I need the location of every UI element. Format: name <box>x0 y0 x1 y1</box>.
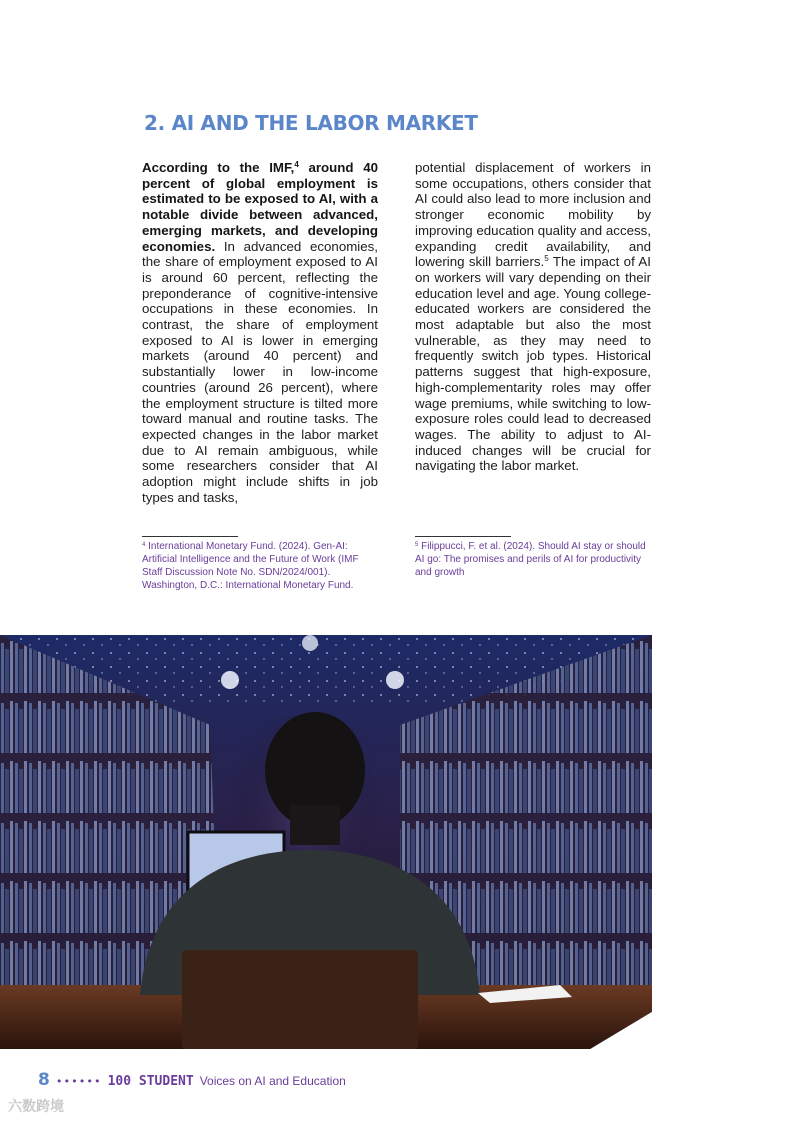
left-column-text: In advanced economies, the share of employment exposed to AI is around 60 percent, reflecting the preponderance of cognitive-intensive occupations in these economies. In contrast, the share of employment exposed to AI is lower in emerging markets (around 40 percent) and substantially lower in low-income countries (around 26 percent), where the employment structure is tilted more toward manual and routine tasks. The expected changes in the labor market due to AI remain ambiguous, while some researchers consider that AI adoption might include shifts in job types and tasks, <box>142 238 378 505</box>
library-student-photo <box>0 635 652 1049</box>
body-column-left <box>142 160 378 505</box>
right-column-text-b: The impact of AI on workers will vary depending on their education level and age. Young college-educated workers are considered the most adaptable but also the most vulnerable, as they may need to frequently switch job types. Historical patterns suggest that high-exposure, high-complementarity roles may offer wage premiums, while switching to low-exposure roles could lead to decreased wages. The ability to adjust to AI-induced changes will be crucial for navigating the labor market. <box>415 254 651 474</box>
right-column-text-a: potential displacement of workers in some occupations, others consider that AI could also lead to more inclusion and stronger economic mobility by improving education quality and access, expanding credit availability, and lowering skill barriers. <box>415 160 651 270</box>
section-heading: 2. AI AND THE LABOR MARKET <box>144 111 478 135</box>
footnote-ref-5[interactable]: 5 <box>544 254 549 264</box>
footnote-ref-4[interactable]: 4 <box>294 160 299 169</box>
lead-sentence: According to the IMF,$^4$ around 40 percent of global employment is estimated to be exposed to AI, with a notable divide between advanced, emerging markets, and developing economies. <box>142 160 378 254</box>
footnote-5: $^5$ Filippucci, F. et al. (2024). Should AI stay or should AI go: The promises and perils of AI for productivity and growth <box>415 541 646 578</box>
footnote-divider-right <box>415 536 511 537</box>
footnote-divider-left <box>142 536 238 537</box>
page-number: 8 <box>38 1070 50 1090</box>
publication-subtitle: Voices on AI and Education <box>199 1074 346 1088</box>
footer-dots: •••••• <box>55 1075 102 1088</box>
publication-brand: 100 STUDENT <box>107 1074 194 1089</box>
body-column-right <box>415 160 651 474</box>
watermark: 六数跨境 <box>8 1099 64 1115</box>
footnote-4: $^4$ International Monetary Fund. (2024). Gen-AI: Artificial Intelligence and the Future of Work (IMF Staff Discussion Note No. SDN/2024/001). Washington, D.C.: International Monetary Fund. <box>142 541 359 591</box>
page-footer <box>38 1070 346 1090</box>
